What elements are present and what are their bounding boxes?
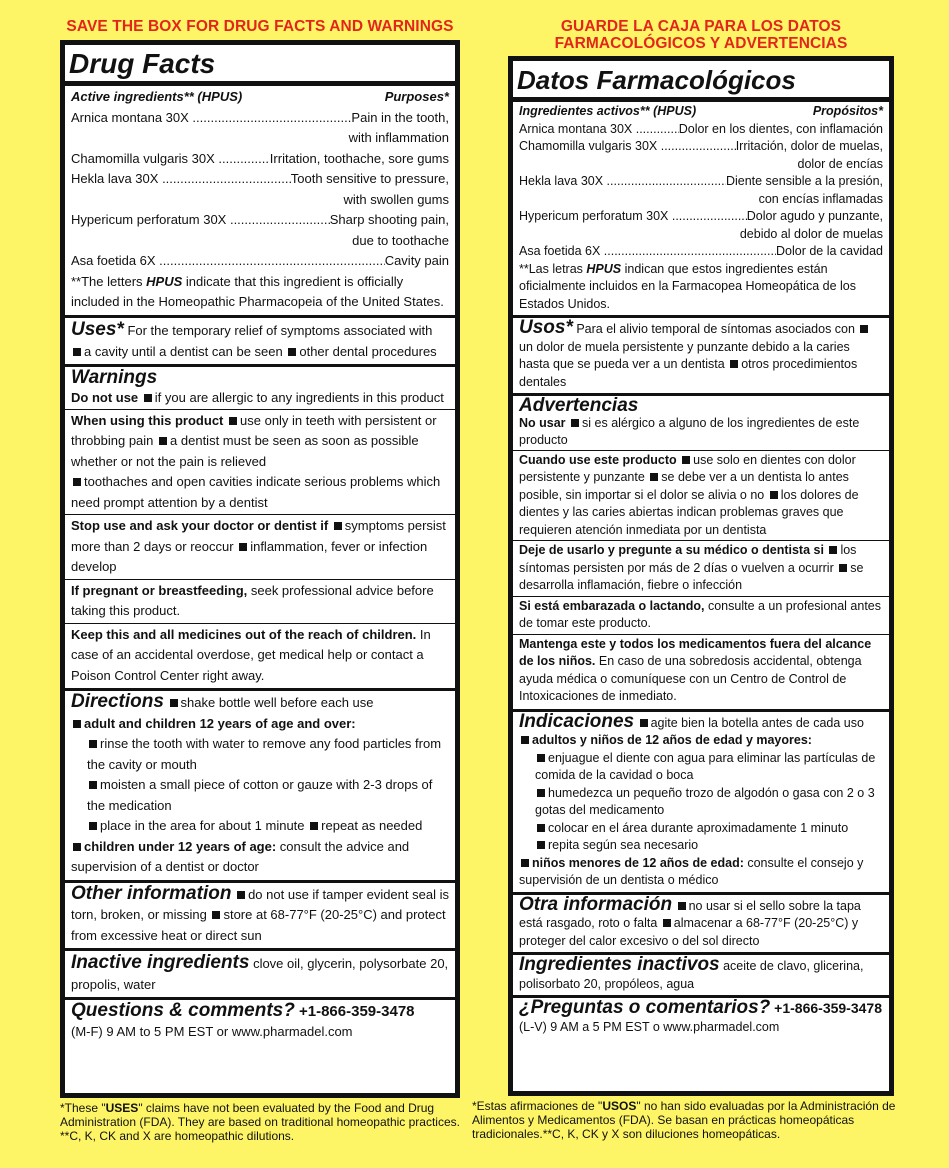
questions-heading: Questions & comments?	[71, 1000, 295, 1021]
questions-section	[65, 1000, 455, 1044]
inactive-ingredients-section-es: Ingredientes inactivos aceite de clavo, glicerina, polisorbato 20, propóleos, agua	[513, 955, 889, 998]
bullet-icon	[663, 919, 671, 927]
bullet-icon	[770, 491, 778, 499]
bullet-icon	[159, 437, 167, 445]
questions-section-es	[513, 998, 889, 1038]
inactive-ingredients-section: Inactive ingredients clove oil, glycerin, polysorbate 20, propolis, water	[65, 951, 455, 1000]
ingredient-list-es	[519, 121, 883, 261]
warnings-section-es	[513, 396, 889, 712]
bullet-icon	[537, 841, 545, 849]
inactive-ingredients-heading: Inactive ingredients	[71, 952, 250, 973]
phone-number-es: +1-866-359-3478	[770, 1000, 882, 1016]
other-information-section: Other information do not use if tamper evident seal is torn, broken, or missing store at 68-77°F (20-25°C) and protect from excessive heat or direct sun	[65, 883, 455, 952]
drug-facts-title: Drug Facts	[65, 45, 455, 86]
warnings-section	[65, 367, 455, 692]
bullet-icon	[310, 822, 318, 830]
ingredient-row: Chamomilla vulgaris 30X ..... Irritation, toothache, sore gums	[71, 149, 449, 170]
save-box-warning-es: GUARDE LA CAJA PARA LOS DATOS FARMACOLÓGICOS Y ADVERTENCIAS	[554, 18, 848, 52]
ingredient-row: Arnica montana 30X ..... Dolor en los dientes, con inflamación	[519, 121, 883, 139]
other-information-heading-es: Otra información	[519, 894, 673, 915]
fda-disclaimer: *These "USES" claims have not been evaluated by the Food and Drug Administration (FDA). They are based on traditional homeopathic practices. **C, K, CK and X are homeopathic dilutions.	[60, 1101, 460, 1143]
bullet-icon	[521, 736, 529, 744]
directions-heading: Directions	[71, 691, 164, 712]
bullet-icon	[73, 843, 81, 851]
hpus-note: **The letters HPUS indicate that this ingredient is officially included in the Homeopathic Pharmacopeia of the United States.	[71, 273, 444, 309]
active-ingredients-section-es	[513, 102, 889, 318]
ingredient-list	[71, 108, 449, 272]
warning-do-not-use: Do not use if you are allergic to any ingredients in this product	[71, 390, 444, 405]
bullet-icon	[73, 348, 81, 356]
directions-heading-es: Indicaciones	[519, 711, 635, 732]
directions-section-es: Indicaciones agite bien la botella antes de cada uso adultos y niños de 12 años de edad y mayores: enjuague el diente con agua para eliminar las partículas de comida de la cavidad o boca humedezca un pequeño trozo de algodón o gasa con 2 o 3 gotas del medicamento colocar en el área durante aproximadamente 1 minuto repita según sea necesario niños menores de 12 años de edad: consulte el consejo y supervisión de un dentista o médico	[513, 712, 889, 895]
active-ingredients-heading: Active ingredients** (HPUS)	[71, 89, 243, 104]
warning-when-using: When using this product use only in teeth with persistent or throbbing pain a dentist must be seen as soon as possible whether or not the pain is relieved toothaches and open cavities indicate serious problems which need prompt attention by a dentist	[65, 409, 455, 515]
ingredient-purpose-cont: with swollen gums	[343, 191, 449, 207]
bullet-icon	[650, 473, 658, 481]
purposes-heading: Purposes*	[384, 89, 449, 104]
english-column	[60, 0, 460, 1143]
bullet-icon	[860, 325, 868, 333]
purposes-heading-es: Propósitos*	[812, 104, 883, 118]
contact-hours: (M-F) 9 AM to 5 PM EST or www.pharmadel.com	[71, 1024, 353, 1039]
other-information-section-es: Otra información no usar si el sello sobre la tapa está rasgado, roto o falta almacenar a 68-77°F (20-25°C) y proteger del calor excesivo o del sol directo	[513, 895, 889, 956]
ingredient-row: Chamomilla vulgaris 30X ..... Irritación, dolor de muelas,	[519, 138, 883, 156]
warnings-heading: Warnings	[71, 366, 158, 388]
bullet-icon	[212, 911, 220, 919]
bullet-icon	[144, 394, 152, 402]
drug-facts-panel	[60, 40, 460, 1098]
uses-heading-es: Usos*	[519, 318, 573, 338]
warning-when-using-es: Cuando use este producto use solo en dientes con dolor persistente y punzante se debe ver a un dentista lo antes posible, sin importar si el dolor se alivia o no los dolores de dientes y las caries abiertas indican problemas graves que requieren atención inmediata por un dentista	[513, 450, 889, 541]
ingredient-row: Asa foetida 6X ..... Cavity pain	[71, 251, 449, 272]
ingredient-row: Hypericum perforatum 30X ..... Sharp shooting pain,	[71, 210, 449, 231]
bullet-icon	[571, 419, 579, 427]
ingredient-row: Hypericum perforatum 30X ..... Dolor agudo y punzante,	[519, 208, 883, 226]
warning-keep-out-of-reach: Keep this and all medicines out of the reach of children. In case of an accidental overdose, get medical help or contact a Poison Control Center right away.	[65, 623, 455, 688]
bullet-icon	[239, 543, 247, 551]
ingredient-purpose-cont: with inflammation	[348, 130, 449, 145]
bullet-icon	[229, 417, 237, 425]
bullet-icon	[839, 564, 847, 572]
save-box-warning: SAVE THE BOX FOR DRUG FACTS AND WARNINGS	[66, 18, 454, 35]
warning-keep-out-of-reach-es: Mantenga este y todos los medicamentos fuera del alcance de los niños. En caso de una sobredosis accidental, obtenga ayuda médica o comuníquese con un Centro de Control de Intoxicaciones de inmediato.	[513, 634, 889, 707]
ingredient-purpose-cont: debido al dolor de muelas	[739, 226, 883, 241]
inactive-ingredients-heading-es: Ingredientes inactivos	[519, 955, 720, 975]
warnings-heading-es: Advertencias	[519, 396, 639, 416]
warning-stop-use-es: Deje de usarlo y pregunte a su médico o dentista si los síntomas persisten por más de 2 días o vuelven a ocurrir se desarrolla inflamación, fiebre o infección	[513, 540, 889, 596]
ingredient-row: Hekla lava 30X ..... Tooth sensitive to pressure,	[71, 169, 449, 190]
bullet-icon	[682, 456, 690, 464]
contact-hours-es: (L-V) 9 AM a 5 PM EST o www.pharmadel.com	[519, 1019, 780, 1034]
datos-title: Datos Farmacológicos	[513, 61, 889, 102]
bullet-icon	[537, 789, 545, 797]
ingredient-purpose-cont: due to toothache	[352, 232, 449, 248]
warning-stop-use: Stop use and ask your doctor or dentist if symptoms persist more than 2 days or reoccur inflammation, fever or infection develop	[65, 514, 455, 579]
bullet-icon	[640, 719, 648, 727]
bullet-icon	[237, 891, 245, 899]
bullet-icon	[334, 522, 342, 530]
bullet-icon	[89, 781, 97, 789]
hpus-note-es: **Las letras HPUS indican que estos ingredientes están oficialmente incluidos en la Farmacopea Homeopática de los Estados Unidos.	[519, 261, 856, 311]
bullet-icon	[73, 720, 81, 728]
directions-section: Directions shake bottle well before each use adult and children 12 years of age and over: rinse the tooth with water to remove any food particles from the cavity or mouth moisten a small piece of cotton or gauze with 2-3 drops of the medication place in the area for about 1 minute repeat as needed children under 12 years of age: consult the advice and supervision of a dentist or doctor	[65, 691, 455, 883]
ingredient-row: Arnica montana 30X ..... Pain in the tooth,	[71, 108, 449, 129]
active-ingredients-heading-es: Ingredientes activos** (HPUS)	[519, 104, 697, 118]
bullet-icon	[89, 822, 97, 830]
bullet-icon	[730, 360, 738, 368]
bullet-icon	[829, 546, 837, 554]
bullet-icon	[537, 824, 545, 832]
bullet-icon	[537, 754, 545, 762]
bullet-icon	[521, 859, 529, 867]
warning-pregnant-es: Si está embarazada o lactando, consulte a un profesional antes de tomar este producto.	[513, 596, 889, 634]
bullet-icon	[288, 348, 296, 356]
datos-farmacologicos-panel	[508, 56, 894, 1096]
uses-section-es: Usos* Para el alivio temporal de síntomas asociados con un dolor de muela persistente y punzante debido a la caries hasta que se pueda ver a un dentista otros procedimientos dentales	[513, 318, 889, 396]
bullet-icon	[170, 699, 178, 707]
warning-do-not-use-es: No usar si es alérgico a alguno de los ingredientes de este producto	[519, 415, 860, 447]
ingredient-purpose-cont: con encías inflamadas	[758, 191, 883, 206]
fda-disclaimer-es: *Estas afirmaciones de "USOS" no han sido evaluadas por la Administración de Alimentos y Medicamentos (FDA). Se basan en prácticas homeopáticas tradicionales.**C, K, CK y X son diluciones homeopáticas.	[472, 1099, 896, 1141]
warning-pregnant: If pregnant or breastfeeding, seek professional advice before taking this product.	[65, 579, 455, 623]
uses-section: Uses* For the temporary relief of symptoms associated with a cavity until a dentist can be seen other dental procedures	[65, 318, 455, 367]
ingredient-row: Hekla lava 30X ..... Diente sensible a la presión,	[519, 173, 883, 191]
other-information-heading: Other information	[71, 882, 232, 904]
spanish-column	[472, 0, 896, 1141]
questions-heading-es: ¿Preguntas o comentarios?	[519, 998, 771, 1018]
bullet-icon	[73, 478, 81, 486]
uses-heading: Uses*	[71, 318, 124, 340]
bullet-icon	[89, 740, 97, 748]
active-ingredients-section	[65, 86, 455, 318]
ingredient-purpose-cont: dolor de encías	[797, 156, 883, 171]
ingredient-row: Asa foetida 6X ..... Dolor de la cavidad	[519, 243, 883, 261]
phone-number: +1-866-359-3478	[294, 1003, 415, 1020]
bullet-icon	[678, 902, 686, 910]
